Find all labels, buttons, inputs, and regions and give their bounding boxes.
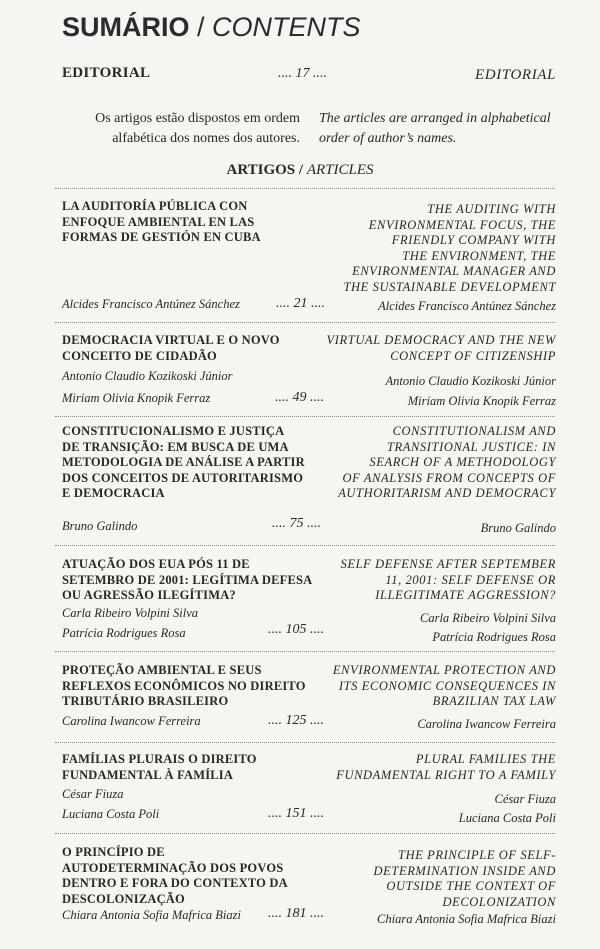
note-line: order of author’s names.: [319, 131, 457, 146]
title-line: E DEMOCRACIA: [62, 486, 165, 500]
article-author-pt: César Fiuza: [62, 787, 124, 801]
title-line: TRIBUTÁRIO BRASILEIRO: [62, 694, 229, 708]
divider: [55, 651, 555, 652]
article-title-en[interactable]: [344, 202, 557, 295]
title-line: METODOLOGIA DE ANÁLISE A PARTIR: [62, 455, 305, 469]
article-author-pt: Bruno Galindo: [62, 519, 138, 533]
article-author-pt: Carolina Iwancow Ferreira: [62, 714, 201, 728]
title-line: CONSTITUTIONALISM AND: [392, 424, 556, 438]
article-title-pt[interactable]: [62, 845, 288, 907]
article-page-number[interactable]: .... 125 ....: [268, 713, 324, 728]
article-page-number[interactable]: .... 181 ....: [268, 906, 324, 921]
article-page-number[interactable]: .... 21 ....: [276, 296, 325, 311]
article-author-en: Chiara Antonia Sofia Mafrica Biazi: [377, 912, 556, 926]
title-line: TRANSITIONAL JUSTICE: IN: [386, 439, 556, 454]
title-line: SELF DEFENSE AFTER SEPTEMBER: [340, 557, 556, 571]
article-author-en: Antonio Claudio Kozikoski Júnior: [385, 374, 556, 388]
title-line: OUTSIDE THE CONTEXT OF: [386, 879, 556, 893]
article-title-en[interactable]: [333, 663, 556, 710]
title-line: ENFOQUE AMBIENTAL EN LAS: [62, 214, 255, 229]
title-line: OF ANALYSIS FROM CONCEPTS OF: [342, 470, 556, 485]
article-page-number[interactable]: .... 49 ....: [275, 390, 324, 405]
divider: [55, 188, 555, 189]
title-line: DENTRO E FORA DO CONTEXTO DA: [62, 876, 288, 890]
divider: [55, 545, 555, 546]
title-line: SETEMBRO DE 2001: LEGÍTIMA DEFESA: [62, 572, 313, 587]
title-line: FORMAS DE GESTIÓN EN CUBA: [62, 230, 261, 244]
article-author-en: César Fiuza: [494, 792, 556, 806]
page-title: [62, 10, 361, 44]
editorial-link-pt[interactable]: EDITORIAL: [62, 65, 151, 81]
title-line: ENVIRONMENTAL PROTECTION AND: [332, 663, 556, 677]
arrangement-note-en: [319, 109, 551, 149]
page-title-separator: /: [189, 12, 213, 42]
article-title-en[interactable]: [336, 752, 556, 783]
article-author-pt: Miriam Olivia Knopik Ferraz: [62, 391, 211, 405]
article-author-pt: Patrícia Rodrigues Rosa: [62, 626, 186, 640]
article-title-pt[interactable]: [62, 333, 280, 364]
article-author-en: Patrícia Rodrigues Rosa: [432, 630, 556, 644]
divider: [55, 322, 555, 323]
divider: [55, 833, 555, 834]
note-line: alfabética dos nomes dos autores.: [112, 131, 300, 146]
title-line: DESCOLONIZAÇÃO: [62, 891, 185, 906]
title-line: CONCEPT OF CITIZENSHIP: [390, 348, 556, 363]
title-line: FUNDAMENTAL RIGHT TO A FAMILY: [336, 767, 556, 782]
article-author-pt: Chiara Antonia Sofia Mafrica Biazi: [62, 908, 241, 922]
title-line: ITS ECONOMIC CONSEQUENCES IN: [338, 678, 556, 693]
article-author-en: Luciana Costa Poli: [458, 811, 556, 825]
title-line: ENVIRONMENTAL MANAGER AND: [352, 264, 556, 278]
title-line: FRIENDLY COMPANY WITH: [391, 233, 556, 247]
title-line: THE PRINCIPLE OF SELF-: [398, 848, 556, 862]
title-line: ATUAÇÃO DOS EUA PÓS 11 DE: [62, 557, 250, 571]
title-line: O PRINCÍPIO DE: [62, 845, 165, 859]
article-title-pt[interactable]: [62, 752, 257, 783]
title-line: THE ENVIRONMENT, THE: [402, 248, 556, 263]
title-line: ILLEGITIMATE AGGRESSION?: [375, 588, 556, 602]
title-line: THE SUSTAINABLE DEVELOPMENT: [343, 279, 556, 294]
title-line: LA AUDITORÍA PÚBLICA CON: [62, 199, 248, 213]
note-line: The articles are arranged in alphabetical: [319, 111, 551, 126]
article-page-number[interactable]: .... 75 ....: [272, 516, 321, 531]
divider: [55, 416, 555, 417]
editorial-link-en[interactable]: EDITORIAL: [475, 67, 556, 83]
article-author-en: Bruno Galindo: [480, 521, 556, 535]
article-title-en[interactable]: [341, 557, 557, 604]
title-line: VIRTUAL DEMOCRACY AND THE NEW: [326, 333, 556, 347]
title-line: DEMOCRACIA VIRTUAL E O NOVO: [62, 333, 280, 347]
section-heading-en: ARTICLES: [306, 162, 374, 178]
article-author-en: Alcides Francisco Antúnez Sánchez: [378, 299, 556, 313]
title-line: REFLEXOS ECONÔMICOS NO DIREITO: [62, 678, 306, 693]
article-title-pt[interactable]: [62, 557, 312, 604]
title-line: AUTHORITARISM AND DEMOCRACY: [338, 486, 556, 500]
title-line: OU AGRESSÃO ILEGÍTIMA?: [62, 588, 236, 602]
article-page-number[interactable]: .... 105 ....: [268, 622, 324, 637]
divider: [55, 742, 555, 743]
article-title-pt[interactable]: [62, 663, 306, 710]
title-line: THE AUDITING WITH: [427, 202, 556, 216]
note-line: Os artigos estão dispostos em ordem: [95, 111, 300, 126]
section-heading: [0, 162, 600, 179]
article-author-pt: Antonio Claudio Kozikoski Júnior: [62, 369, 233, 383]
title-line: ENVIRONMENTAL FOCUS, THE: [368, 217, 556, 232]
editorial-page-number: .... 17 ....: [278, 66, 327, 81]
article-author-en: Carla Ribeiro Volpini Silva: [420, 611, 556, 625]
title-line: PROTEÇÃO AMBIENTAL E SEUS: [62, 663, 262, 677]
article-title-en[interactable]: [327, 333, 556, 364]
title-line: PLURAL FAMILIES THE: [415, 752, 556, 766]
title-line: SEARCH OF A METHODOLOGY: [369, 455, 556, 469]
article-author-en: Carolina Iwancow Ferreira: [417, 717, 556, 731]
title-line: DETERMINATION INSIDE AND: [373, 863, 556, 878]
page-title-en: CONTENTS: [212, 12, 361, 42]
title-line: DOS CONCEITOS DE AUTORITARISMO: [62, 470, 304, 485]
title-line: DECOLONIZATION: [442, 894, 556, 909]
article-author-pt: Carla Ribeiro Volpini Silva: [62, 606, 198, 620]
section-heading-pt: ARTIGOS /: [226, 162, 307, 178]
title-line: CONSTITUCIONALISMO E JUSTIÇA: [62, 424, 285, 438]
arrangement-note-pt: [95, 109, 300, 149]
article-page-number[interactable]: .... 151 ....: [268, 806, 324, 821]
title-line: AUTODETERMINAÇÃO DOS POVOS: [62, 860, 284, 875]
article-title-pt[interactable]: [62, 199, 261, 246]
title-line: FAMÍLIAS PLURAIS O DIREITO: [62, 752, 257, 766]
article-author-en: Miriam Olivia Knopik Ferraz: [407, 394, 556, 408]
article-title-en[interactable]: [374, 848, 556, 910]
page-title-pt: SUMÁRIO: [62, 12, 190, 42]
article-title-pt[interactable]: [62, 424, 305, 502]
title-line: BRAZILIAN TAX LAW: [432, 694, 556, 708]
title-line: CONCEITO DE CIDADÃO: [62, 348, 217, 363]
article-author-pt: Alcides Francisco Antúnez Sánchez: [62, 297, 240, 311]
title-line: 11, 2001: SELF DEFENSE OR: [385, 572, 556, 587]
title-line: FUNDAMENTAL À FAMÍLIA: [62, 767, 234, 782]
article-author-pt: Luciana Costa Poli: [62, 807, 160, 821]
title-line: DE TRANSIÇÃO: EM BUSCA DE UMA: [62, 439, 289, 454]
article-title-en[interactable]: [338, 424, 556, 502]
